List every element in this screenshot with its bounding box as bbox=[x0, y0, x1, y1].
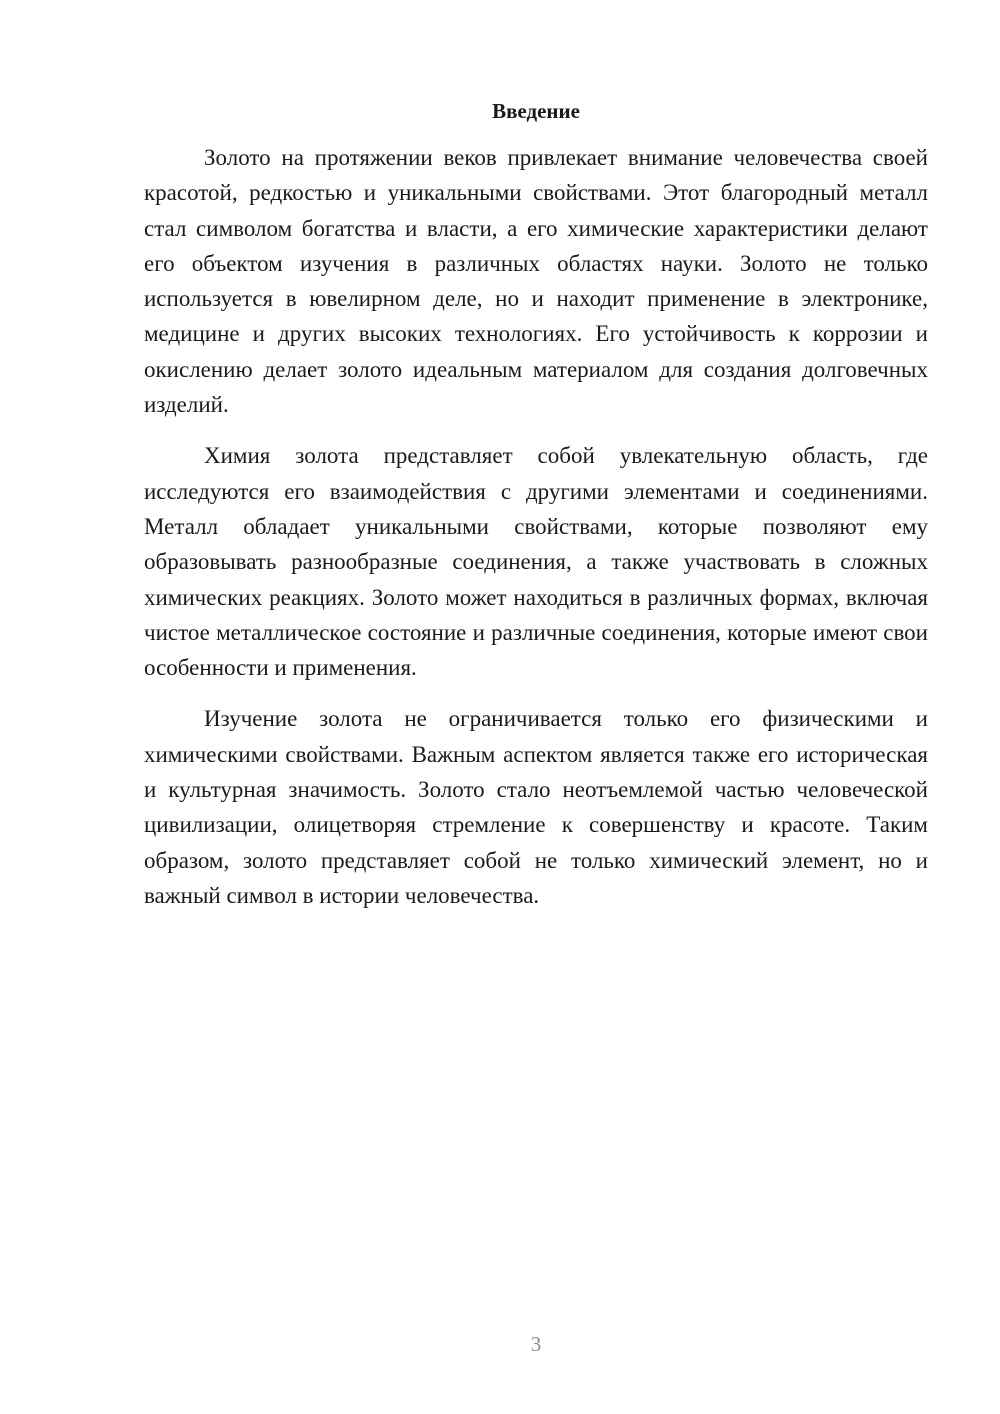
paragraph-3: Изучение золота не ограничивается только его физическими и химическими свойствами. Важным аспектом является также его историческая и культурная значимость. Золото стало неотъемлемой частью человеческой цивилизации, олицетворяя стремление к совершенству и красоте. Таким образом, золото представляет собой не только химический элемент, но и важный символ в истории человечества. bbox=[144, 706, 928, 908]
section-heading: Введение bbox=[492, 99, 580, 123]
paragraph-1: Золото на протяжении веков привлекает внимание человечества своей красотой, редкостью и уникальными свойствами. Этот благородный металл стал символом богатства и власти, а его химические характеристики делают его объектом изучения в различных областях науки. Золото не только используется в ювелирном деле, но и находит применение в электронике, медицине и других высоких технологиях. Его устойчивость к коррозии и окислению делает золото идеальным материалом для создания долговечных изделий. bbox=[144, 145, 928, 418]
paragraph-2: Химия золота представляет собой увлекательную область, где исследуются его взаимодействия с другими элементами и соединениями. Металл обладает уникальными свойствами, которые позволяют ему образовывать разнообразные соединения, а также участвовать в сложных химических реакциях. Золото может находиться в различных формах, включая чистое металлическое состояние и различные соединения, которые имеют свои особенности и применения. bbox=[144, 443, 928, 681]
page-content bbox=[144, 94, 928, 929]
page-number: 3 bbox=[530, 1332, 542, 1356]
